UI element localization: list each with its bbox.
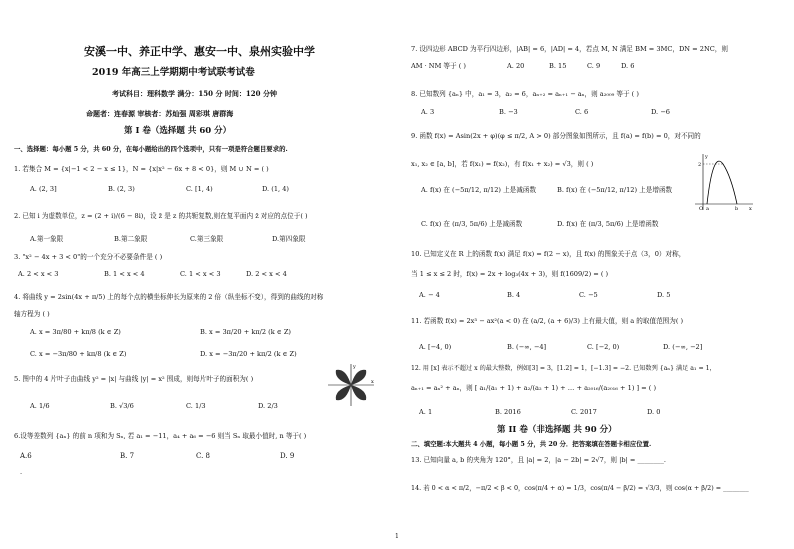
q4-option-a: A. x = 3π/80 + kπ/8 (k ∈ Z) [30, 328, 121, 336]
q1-option-a: A. (2, 3] [30, 185, 57, 193]
q9-option-a: A. f(x) 在 (−5π/12, π/12) 上是减函数 [421, 186, 537, 194]
q1-option-c: C. [1, 4) [186, 185, 213, 193]
q8-option-c: C. 6 [575, 108, 589, 116]
q4-option-b: B. x = 3π/20 + kπ/2 (k ∈ Z) [200, 328, 291, 336]
graph-a-label: a [706, 206, 709, 212]
q12-option-a: A. 1 [419, 408, 433, 416]
leaf-4 [336, 385, 351, 400]
q10-option-d: D. 5 [657, 291, 671, 299]
q2-stem: 2. 已知 i 为虚数单位，z = (2 + i)/(6 − 8i)，设 z̄ 是 z 的共轭复数,则在复平面内 z̄ 对应的点位于( ) [14, 212, 308, 220]
graph-x-label: x [749, 206, 752, 212]
q9-stem: 9. 函数 f(x) = Asin(2x + φ)(φ ≤ π/2, A > 0) 部分图象如图所示，且 f(a) = f(b) = 0，对不同的 [411, 132, 701, 140]
leaf-3 [351, 385, 366, 400]
q6-option-b: B. 7 [120, 452, 135, 460]
q1-option-d: D. (1, 4) [262, 185, 289, 193]
exam-title: 2019 年高三上学期期中考试联考试卷 [92, 67, 255, 78]
sine-curve [707, 161, 737, 204]
graph-b-label: b [735, 206, 739, 212]
q1-option-b: B. (2, 3) [108, 185, 135, 193]
q3-option-d: D. 2 < x < 4 [246, 270, 287, 278]
sine-graph-figure [693, 152, 755, 212]
leaf-2 [336, 370, 351, 385]
q9-option-c: C. f(x) 在 (π/3, 5π/6) 上是减函数 [421, 220, 523, 228]
four-leaf-figure [326, 362, 376, 408]
q1-stem: 1. 若集合 M = {x|−1 < 2 − x ≤ 1}，N = {x|x² − 6x + 8 < 0}，则 M ∪ N = ( ) [14, 165, 269, 173]
q7-option-d: D. 6 [621, 62, 635, 70]
q8-stem: 8. 已知数列 {aₙ} 中，a₁ = 3，a₂ = 6，aₙ₊₂ = aₙ₊₁ − aₙ，则 a₂₀₀₉ 等于 ( ) [411, 90, 639, 98]
q2-option-d: D.第四象限 [272, 235, 306, 243]
q3-option-a: A. 2 < x < 3 [18, 270, 59, 278]
stray-dot: . [20, 468, 23, 476]
q10-stem: 10. 已知定义在 R 上的函数 f(x) 满足 f(x) = f(2 − x)，且 f(x) 的图象关于点（3，0）对称， [411, 250, 686, 258]
q6-option-d: D. 9 [280, 452, 295, 460]
q10-option-a: A. − 4 [419, 291, 440, 299]
q12-option-d: D. 0 [647, 408, 661, 416]
q10-option-b: B. 4 [507, 291, 521, 299]
q2-option-c: C.第三象限 [190, 235, 224, 243]
q4-option-d: D. x = −3π/20 + kπ/2 (k ∈ Z) [200, 350, 297, 358]
q6-option-c: C. 8 [196, 452, 211, 460]
q3-stem: 3. "x² − 4x + 3 < 0"的一个充分不必要条件是 ( ) [14, 253, 163, 261]
q7-stem: 7. 设四边形 ABCD 为平行四边形，|AB| = 6，|AD| = 4，若点 M, N 满足 BM = 3MC，DN = 2NC，则 [411, 45, 728, 53]
q5-option-c: C. 1/3 [186, 402, 206, 410]
q10-option-c: C. −5 [579, 291, 598, 299]
q11-stem: 11. 若函数 f(x) = 2x³ − ax²(a < 0) 在 (a/2, (a + 6)/3) 上有最大值，则 a 的取值范围为( ) [411, 317, 684, 325]
q8-option-b: B. −3 [499, 108, 518, 116]
q12-option-c: C. 2017 [571, 408, 597, 416]
q9-option-d: D. f(x) 在 (π/3, 5π/6) 上是增函数 [557, 220, 659, 228]
q2-option-b: B.第二象限 [114, 235, 148, 243]
graph-y-tick-2: 2 [698, 162, 702, 168]
school-names: 安溪一中、养正中学、惠安一中、泉州实验中学 [84, 45, 315, 58]
q12-stem-cont: aₙ₊₁ = aₙ² + aₙ，则 [ a₁/(a₁ + 1) + a₂/(a₂ + 1) + … + a₂₀₁₆/(a₂₀₁₆ + 1) ] = ( ) [411, 384, 657, 392]
q11-option-c: C. [−2, 0) [587, 343, 620, 351]
q12-option-b: B. 2016 [495, 408, 521, 416]
q10-stem-cont: 当 1 ≤ x ≤ 2 时，f(x) = 2x + log₃(4x + 3)，则 f(1609/2) = ( ) [411, 270, 609, 278]
q7-option-a: A. 20 [507, 62, 525, 70]
q6-option-a: A.6 [20, 452, 32, 460]
exam-info: 考试科目：理科数学 满分：150 分 时间：120 分钟 [112, 89, 277, 98]
part1-title: 第 I 卷（选择题 共 60 分） [124, 126, 232, 136]
part2-instruction: 二、填空题:本大题共 4 小题，每小题 5 分，共 20 分．把答案填在答题卡相应位置. [411, 440, 652, 448]
q5-option-d: D. 2/3 [258, 402, 278, 410]
q14-stem: 14. 若 0 < α < π/2，−π/2 < β < 0，cos(π/4 + α) = 1/3，cos(π/4 − β/2) = √3/3，则 cos(α + β/2) = ________ [411, 484, 749, 492]
q4-stem-cont: 轴方程为 ( ) [14, 310, 50, 318]
graph-origin-label: O [699, 206, 704, 212]
q7-option-c: C. 9 [587, 62, 601, 70]
leaf-x-label: x [371, 379, 374, 385]
leaf-1 [351, 370, 366, 385]
q5-stem: 5. 图中的 4 片叶子由曲线 y² = |x| 与曲线 |y| = x² 围成，则每片叶子的面积为( ) [14, 375, 254, 383]
graph-y-label: y [705, 154, 708, 160]
q2-option-a: A.第一象限 [30, 235, 64, 243]
q13-stem: 13. 已知向量 a, b 的夹角为 120°，且 |a| = 2，|a − 2b| = 2√7，则 |b| = ________. [411, 456, 666, 464]
q9-option-b: B. f(x) 在 (−5π/12, π/12) 上是增函数 [557, 186, 673, 194]
q4-option-c: C. x = −3π/80 + kπ/8 (k ∈ Z) [30, 350, 127, 358]
q11-option-b: B. (−∞, −4] [507, 343, 547, 351]
part1-instruction: 一、选择题：每小题 5 分，共 60 分，在每小题给出的四个选项中，只有一项是符合题目要求的. [14, 145, 288, 153]
page-number: 1 [395, 533, 399, 540]
q3-option-c: C. 1 < x < 3 [180, 270, 221, 278]
q5-option-a: A. 1/6 [30, 402, 50, 410]
q7-stem-cont: AM · NM 等于 ( ) [411, 62, 466, 70]
q11-option-d: D. (−∞, −2] [663, 343, 703, 351]
q4-stem: 4. 将曲线 y = 2sin(4x + π/5) 上的每个点的横坐标伸长为原来的 2 倍（纵坐标不变），得到的曲线的对称 [14, 293, 324, 301]
q8-option-d: D. −6 [651, 108, 670, 116]
exam-authors: 命题者：连春源 审核者：苏灿强 周彩琪 唐群海 [86, 109, 234, 118]
q6-stem: 6.设等差数列 {aₙ} 的前 n 项和为 Sₙ, 若 a₁ = −11，a₄ + a₆ = −6 则当 Sₙ 取最小值时, n 等于( ) [14, 432, 307, 440]
part2-title: 第 II 卷（非选择题 共 90 分） [497, 425, 617, 435]
q9-stem-cont: x₁, x₂ ∈ [a, b]，若 f(x₁) = f(x₂)，有 f(x₁ + x₂) = √3，则 ( ) [411, 160, 594, 168]
q7-option-b: B. 15 [549, 62, 567, 70]
q8-option-a: A. 3 [421, 108, 435, 116]
leaf-y-label: y [353, 364, 356, 370]
q12-stem: 12. 用 [x] 表示不超过 x 的最大整数，例如[3] = 3，[1.2] = 1，[−1.3] = −2. 已知数列 {aₙ} 满足 a₁ = 1， [411, 365, 716, 372]
q3-option-b: B. 1 < x < 4 [104, 270, 145, 278]
q5-option-b: B. √3/6 [110, 402, 134, 410]
q11-option-a: A. [−4, 0) [419, 343, 452, 351]
